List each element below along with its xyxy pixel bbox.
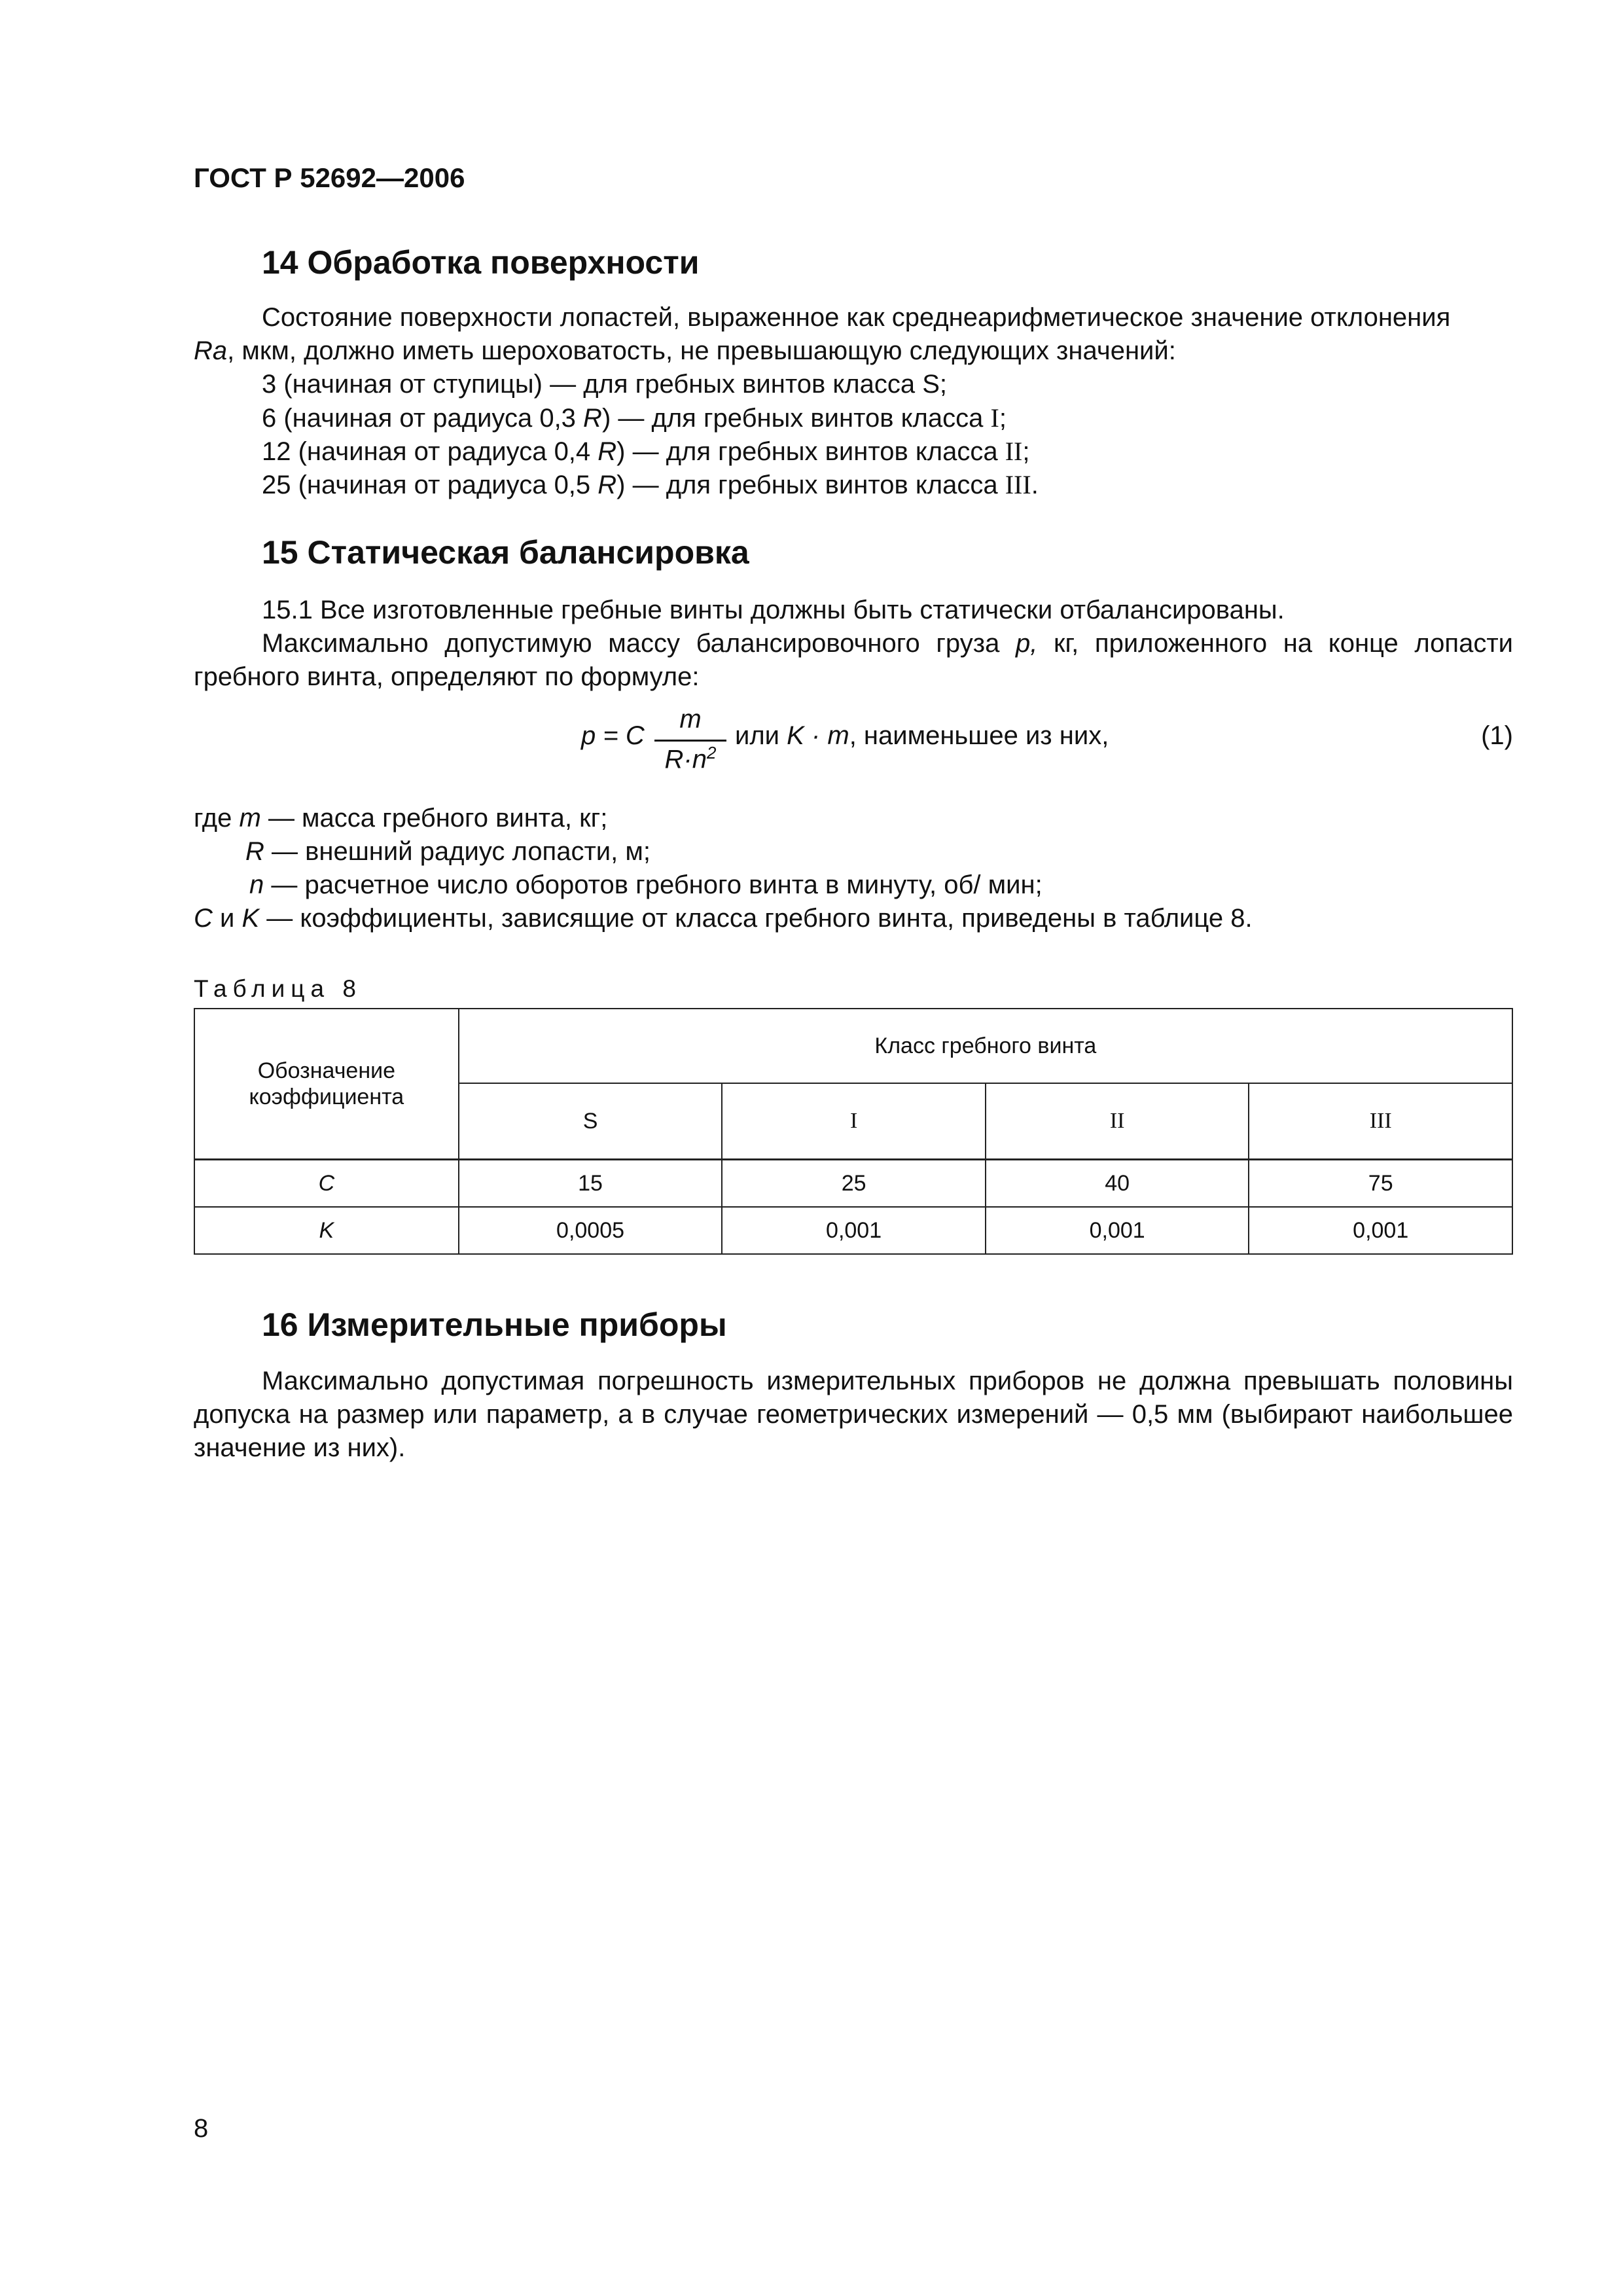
den-exponent: 2	[706, 743, 717, 762]
item-punct: .	[1031, 471, 1039, 499]
coef-name-cell: K	[194, 1207, 459, 1254]
s15-paragraph-1: 15.1 Все изготовленные гребные винты должны быть статически отбалансированы.	[262, 596, 1285, 624]
formula-rhs	[735, 721, 1109, 751]
formula-denominator	[654, 743, 726, 774]
where-text: — расчетное число оборотов гребного винта в минуту, об/ мин;	[264, 870, 1043, 899]
item-text: 12 (начиная от радиуса 0,4	[262, 437, 598, 466]
fraction-bar	[654, 740, 726, 742]
p-symbol: p,	[1015, 629, 1038, 658]
s14-item-2	[262, 401, 1007, 435]
s14-intro-line1: Состояние поверхности лопастей, выраженное как среднеарифметическое значение отклонения	[262, 303, 1451, 332]
symbol-C: C	[194, 904, 213, 933]
where-text: — коэффициенты, зависящие от класса гребного винта, приведены в таблице 8.	[259, 904, 1253, 933]
item-text: ) — для гребных винтов класса	[601, 404, 991, 433]
symbol-n: n	[249, 870, 264, 899]
class-numeral: I	[990, 403, 999, 433]
where-text: — масса гребного винта, кг;	[260, 804, 608, 833]
radius-symbol: R	[597, 471, 617, 499]
where-R	[245, 835, 651, 869]
table-row	[194, 1160, 1512, 1208]
item-text: 6 (начиная от радиуса 0,3	[262, 404, 584, 433]
or-text: или	[735, 721, 787, 750]
symbol-R: R	[245, 837, 264, 866]
s14-item-4	[262, 468, 1039, 502]
class-header-s: S	[459, 1083, 722, 1160]
section-15-title: 15 Статическая балансировка	[262, 534, 749, 571]
table-row	[194, 1207, 1512, 1254]
section-16-title: 16 Измерительные приборы	[262, 1306, 727, 1343]
item-punct: ;	[1022, 437, 1030, 466]
p2-text: Максимально допустимую массу балансировочного груза	[262, 629, 1016, 658]
radius-symbol: R	[597, 437, 617, 466]
radius-symbol: R	[583, 404, 602, 433]
item-text: ) — для гребных винтов класса	[616, 471, 1005, 499]
table-8	[194, 1008, 1513, 1255]
value-cell: 15	[459, 1160, 722, 1208]
s14-item-1: 3 (начиная от ступицы) — для гребных винтов класса S;	[262, 370, 948, 399]
item-text: ) — для гребных винтов класса	[616, 437, 1005, 466]
formula-number: (1)	[1481, 721, 1513, 750]
s16-paragraph: Максимально допустимая погрешность измерительных приборов не должна превышать половины допуска на размер или параметр, а в случае геометрических измерений — 0,5 мм (выбирают наибольшее значение из них).	[194, 1367, 1513, 1462]
formula-tail: , наименьшее из них,	[849, 721, 1109, 750]
value-cell: 0,0005	[459, 1207, 722, 1254]
page-number: 8	[194, 2114, 209, 2143]
class-header-i: I	[722, 1083, 986, 1160]
s14-intro-rest: , мкм, должно иметь шероховатость, не превышающую следующих значений:	[227, 336, 1176, 365]
standard-designation: ГОСТ Р 52692—2006	[194, 162, 465, 193]
coef-name-cell: C	[194, 1160, 459, 1208]
symbol-K: K	[241, 904, 260, 933]
item-text: 25 (начиная от радиуса 0,5	[262, 471, 598, 499]
class-header-iii: III	[1249, 1083, 1512, 1160]
formula-numerator: m	[679, 705, 702, 734]
den-text: R·n	[664, 745, 707, 774]
formula-lhs: p = C	[581, 721, 645, 750]
value-cell: 25	[722, 1160, 986, 1208]
value-cell: 75	[1249, 1160, 1512, 1208]
where-and: и	[212, 904, 242, 933]
group-header-cell: Класс гребного винта	[459, 1009, 1512, 1083]
p2-text: кг, приложенного на конце лопасти гребного винта, определяют по формуле:	[194, 629, 1513, 691]
s15-paragraph-2	[194, 627, 1513, 694]
table-caption: Таблица 8	[194, 975, 362, 1002]
s14-intro-line2	[194, 334, 1176, 368]
value-cell: 0,001	[722, 1207, 986, 1254]
section-14-title: 14 Обработка поверхности	[262, 244, 700, 281]
value-cell: 40	[986, 1160, 1249, 1208]
k-term: K · m	[787, 721, 849, 750]
where-C-K	[194, 902, 1253, 935]
symbol-m: m	[239, 804, 261, 833]
class-numeral: II	[1005, 437, 1023, 466]
where-prefix: где	[194, 804, 240, 833]
where-m	[194, 802, 607, 835]
ra-symbol: Ra	[194, 336, 228, 365]
where-text: — внешний радиус лопасти, м;	[264, 837, 651, 866]
where-n	[249, 869, 1043, 902]
row-header-cell: Обозначение коэффициента	[194, 1009, 459, 1160]
item-punct: ;	[999, 404, 1007, 433]
s14-item-3	[262, 435, 1030, 469]
class-header-ii: II	[986, 1083, 1249, 1160]
value-cell: 0,001	[986, 1207, 1249, 1254]
value-cell: 0,001	[1249, 1207, 1512, 1254]
class-numeral: III	[1005, 470, 1031, 499]
